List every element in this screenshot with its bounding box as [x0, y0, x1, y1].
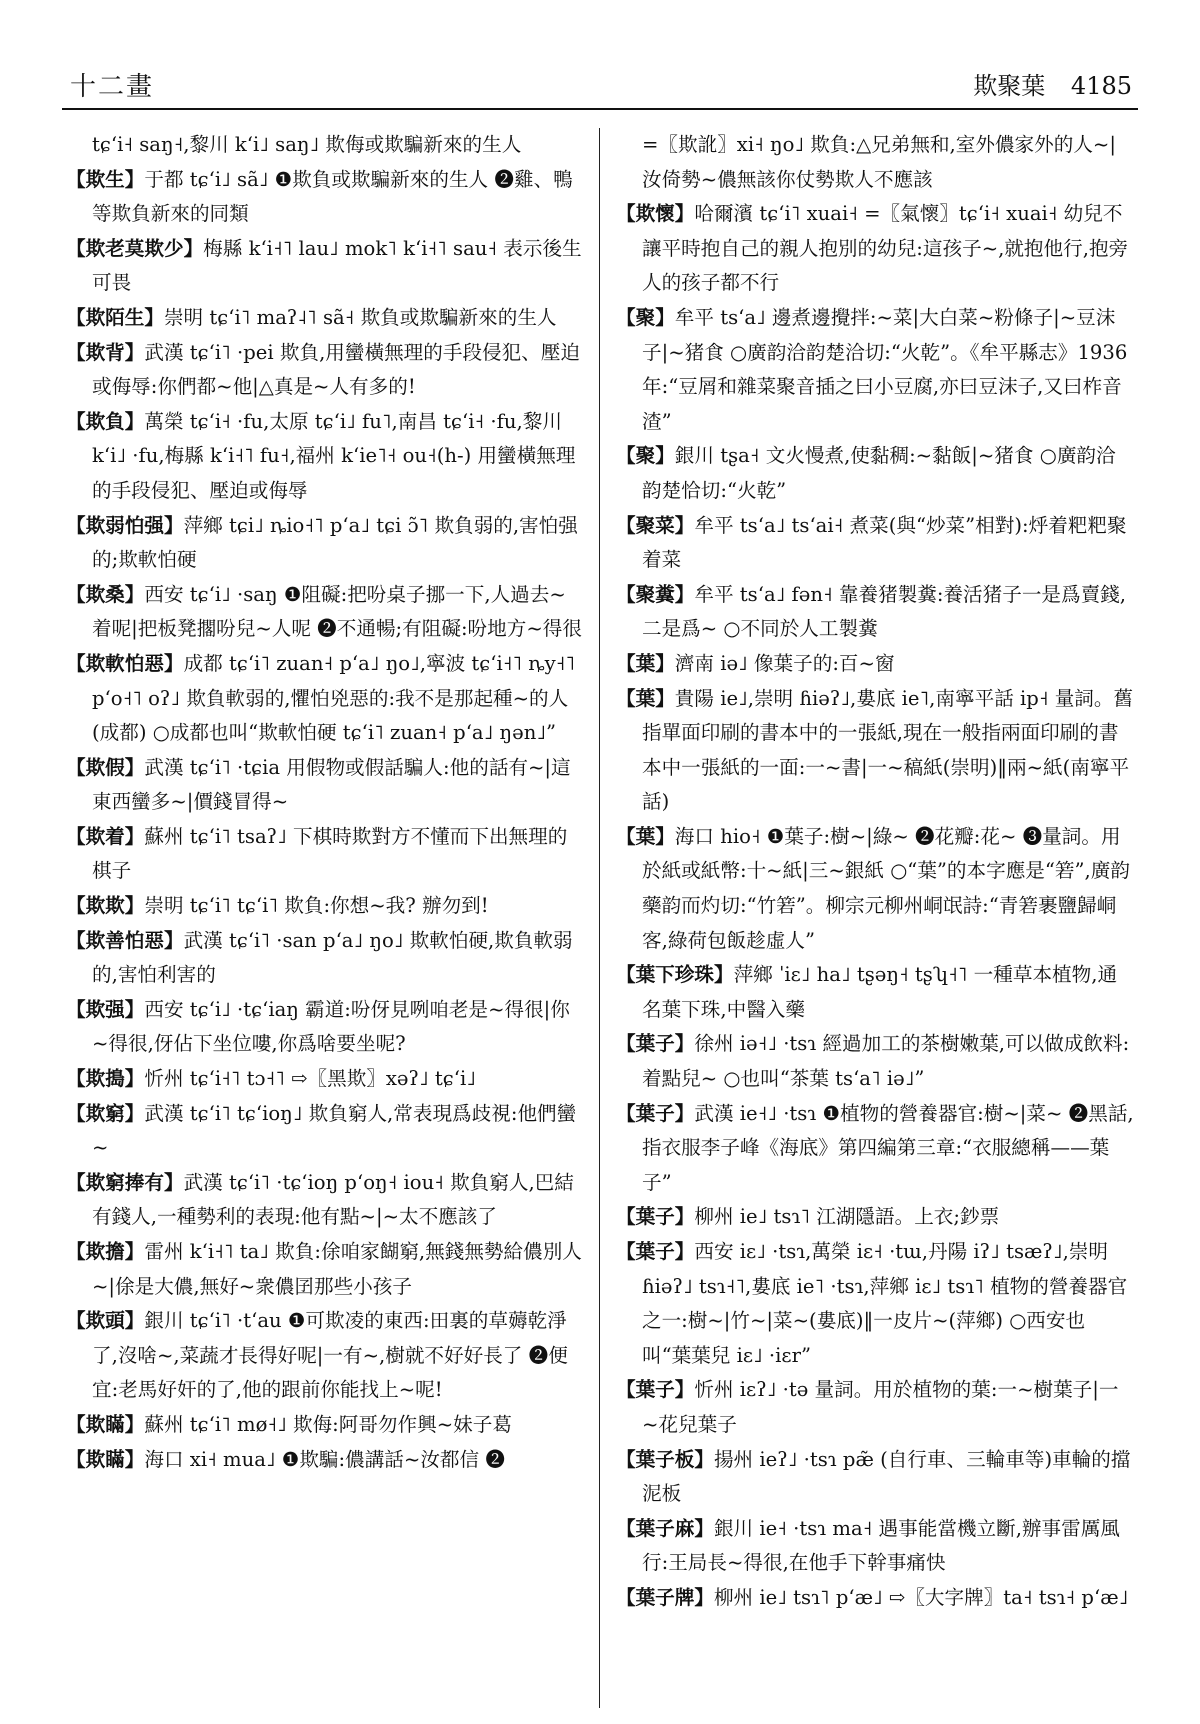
entry-headword: 【欺瞞】	[66, 1447, 145, 1471]
entry-headword: 【欺桑】	[66, 582, 145, 606]
entry-headword: 【聚菜】	[616, 513, 695, 537]
entry-text: 牟平 tsʻa˩ tsʻai˧ 煮菜(與“炒菜”相對):烀着粑粑聚着菜	[642, 513, 1127, 572]
entry-text: 崇明 tɕʻi˥ tɕʻi˥ 欺負:你想~我? 辦勿到!	[144, 894, 489, 918]
entry-headword: 【欺陌生】	[66, 305, 164, 329]
entry-text: 武漢 tɕʻi˥ ·san pʻa˩ ŋo˩ 欺軟怕硬,欺負軟弱的,害怕利害的	[92, 928, 573, 987]
entry-text: 武漢 tɕʻi˥ ·tɕʻioŋ pʻoŋ˧ iou˧ 欺負窮人,巴結有錢人,一種勢利的表現:他有點~|~太不應該了	[92, 1170, 574, 1229]
entry-headword: 【欺强】	[66, 997, 145, 1021]
dictionary-entry	[66, 1304, 584, 1408]
entry-text: 梅縣 kʻi˧˥ lau˩ mok˥ kʻi˧˥ sau˧ 表示後生可畏	[92, 236, 582, 295]
entry-text: 揚州 ieʔ˩ ·tsɿ pæ̃ (自行車、三輪車等)車輪的擋泥板	[642, 1447, 1131, 1506]
entry-text: 成都 tɕʻi˥ zuan˧ pʻa˩ ŋo˩,寧波 tɕʻi˧˥ ȵy˧˥ pʻo˧˥ oʔ˩ 欺負軟弱的,懼怕兇惡的:我不是那起種~的人(成都) ○成都也叫“欺軟怕硬 tɕʻi˥ zuan˧ pʻa˩ ŋən˩”	[92, 651, 575, 745]
entry-headword: 【葉子麻】	[616, 1516, 714, 1540]
entry-headword: 【欺搗】	[66, 1067, 145, 1091]
entry-headword: 【葉子】	[616, 1378, 695, 1402]
entry-headword: 【葉下珍珠】	[616, 963, 734, 987]
entry-text: 忻州 iɛʔ˩ ·tə 量詞。用於植物的葉:一~樹葉子|一~花兒葉子	[642, 1378, 1119, 1436]
entry-text: 柳州 ie˩ tsɿ˥ 江湖隱語。上衣;鈔票	[694, 1205, 1000, 1229]
entry-text: 貴陽 ie˩,崇明 ɦiəʔ˩,婁底 ie˥,南寧平話 ip˧ 量詞。舊指單面印刷的書本中的一張紙,現在一般指兩面印刷的書本中一張紙的一面:一~書|一~稿紙(崇明)‖兩~紙(南寧平話)	[642, 686, 1134, 814]
right-column	[616, 128, 1134, 1616]
dictionary-entry	[66, 301, 584, 336]
entry-headword: 【聚】	[616, 444, 675, 468]
entry-headword: 【欺着】	[66, 824, 145, 848]
entry-headword: 【葉子板】	[616, 1447, 714, 1471]
entry-text: 武漢 tɕʻi˥ tɕʻioŋ˩ 欺負窮人,常表現爲歧視:他們蠻~	[92, 1101, 577, 1160]
entry-headword: 【葉子】	[616, 1032, 695, 1056]
entry-text: 柳州 ie˩ tsɿ˥ pʻæ˩ ⇨〖大字牌〗ta˧ tsɿ˧ pʻæ˩	[713, 1585, 1129, 1609]
entry-text: 萬榮 tɕʻi˧ ·fu,太原 tɕʻi˩ fu˥,南昌 tɕʻi˧ ·fu,黎川 kʻi˩ ·fu,梅縣 kʻi˧˥ fu˧,福州 kʻie˥˧ ou˧(h-) 用蠻橫無理的手段侵犯、壓迫或侮辱	[92, 409, 576, 502]
entry-headword: 【葉】	[616, 686, 675, 710]
entry-text: 銀川 tʂa˧ 文火慢煮,使黏稠:~黏飯|~猪食 ○廣韵洽韵楚恰切:“火乾”	[642, 444, 1116, 502]
entry-text: 哈爾濱 tɕʻi˥ xuai˧ =〖氣懷〗tɕʻi˧ xuai˧ 幼兒不讓平時抱自己的親人抱別的幼兒:這孩子~,就抱他行,抱旁人的孩子都不行	[642, 202, 1129, 295]
dictionary-entry	[66, 1097, 584, 1166]
entry-text: 萍鄉 tɕi˩ ȵio˧˥ pʻa˩ tɕi ɔ̃˥ 欺負弱的,害怕强的;欺軟怕硬	[92, 513, 578, 572]
entry-headword: 【葉】	[616, 824, 675, 848]
dictionary-entry	[616, 958, 1134, 1027]
dictionary-entry	[66, 336, 584, 405]
entry-text: 于都 tɕʻi˩ sã˩ ❶欺負或欺騙新來的生人 ❷雞、鴨等欺負新來的同類	[92, 167, 573, 226]
dictionary-entry	[616, 1200, 1134, 1235]
entry-headword: 【欺背】	[66, 340, 145, 364]
entry-headword: 【欺生】	[66, 167, 145, 191]
dictionary-entry	[66, 232, 584, 301]
dictionary-entry	[66, 509, 584, 578]
dictionary-entry	[616, 1097, 1134, 1201]
entry-headword: 【欺頭】	[66, 1309, 145, 1333]
dictionary-entry	[66, 578, 584, 647]
dictionary-entry	[616, 682, 1134, 820]
entry-headword: 【欺窮】	[66, 1101, 145, 1125]
dictionary-entry	[616, 820, 1134, 958]
dictionary-entry	[66, 820, 584, 889]
dictionary-entry	[616, 509, 1134, 578]
running-head-characters: 欺聚葉	[973, 72, 1046, 100]
entry-text: 蘇州 tɕʻi˥ tsaʔ˩ 下棋時欺對方不懂而下出無理的棋子	[92, 824, 568, 883]
entry-text: 武漢 ie˧˩ ·tsɿ ❶植物的營養器官:樹~|菜~ ❷黑話,指衣服李子峰《海底》第四編第三章:“衣服總稱——葉子”	[642, 1101, 1134, 1194]
dictionary-entry	[616, 1373, 1134, 1442]
entry-text: 西安 tɕʻi˩ ·saŋ ❶阻礙:把吩桌子挪一下,人過去~着呢|把板凳擱吩兒~人呢 ❷不通暢;有阻礙:吩地方~得很	[92, 582, 582, 641]
entry-headword: 【聚】	[616, 305, 675, 329]
dictionary-entry	[66, 889, 584, 924]
dictionary-entry	[616, 647, 1134, 682]
entry-text: 牟平 tsʻa˩ fən˧ 靠養猪製糞:養活猪子一是爲賣錢,二是爲~ ○不同於人工製糞	[642, 582, 1127, 641]
dictionary-entry	[616, 128, 1134, 197]
dictionary-entry	[616, 1027, 1134, 1096]
dictionary-entry	[66, 647, 584, 751]
entry-text: 海口 hio˧ ❶葉子:樹~|綠~ ❷花瓣:花~ ❸量詞。用於紙或紙幣:十~紙|三~銀紙 ○“葉”的本字應是“箬”,廣韵藥韵而灼切:“竹箬”。柳宗元柳州峒氓詩:“青箬裹鹽歸峒客,綠荷包飯趁虛人”	[642, 824, 1130, 952]
dictionary-entry	[616, 439, 1134, 508]
dictionary-entry	[616, 301, 1134, 439]
dictionary-entry	[66, 405, 584, 509]
dictionary-entry	[66, 751, 584, 820]
dictionary-entry	[66, 924, 584, 993]
page-number: 4185	[1070, 72, 1132, 100]
entry-headword: 【欺欺】	[66, 894, 145, 918]
entry-text: =〖欺訛〗xi˧ ŋo˩ 欺負:△兄弟無和,室外儂家外的人~|汝倚勢~儂無該你仗勢欺人不應該	[642, 133, 1116, 191]
dictionary-entry	[66, 1443, 584, 1478]
dictionary-entry	[616, 1235, 1134, 1373]
entry-text: 武漢 tɕʻi˥ ·tɕia 用假物或假話騙人:他的話有~|這東西蠻多~|價錢冒得~	[92, 755, 571, 814]
entry-headword: 【欺軟怕惡】	[66, 651, 184, 675]
entry-headword: 【欺懷】	[616, 202, 695, 226]
entry-headword: 【葉】	[616, 651, 675, 675]
entry-text: 蘇州 tɕʻi˥ mø˧˩ 欺侮:阿哥勿作興~妹子葛	[144, 1412, 512, 1436]
section-title: 十二畫	[70, 72, 155, 102]
entry-headword: 【欺瞞】	[66, 1412, 145, 1436]
entry-text: 牟平 tsʻa˩ 邊煮邊攪拌:~菜|大白菜~粉條子|~豆沫子|~猪食 ○廣韵洽韵楚洽切:“火乾”。《牟平縣志》1936年:“豆屑和雜菜聚音插之曰小豆腐,亦曰豆沫子,又曰柞音渣”	[642, 305, 1128, 433]
column-divider	[599, 128, 600, 1708]
entry-text: tɕʻi˧ saŋ˧,黎川 kʻi˩ saŋ˩ 欺侮或欺騙新來的生人	[92, 133, 522, 156]
entry-headword: 【葉子牌】	[616, 1585, 714, 1609]
entry-headword: 【欺擔】	[66, 1240, 145, 1263]
entry-text: 海口 xi˧ mua˩ ❶欺騙:儂講話~汝都信 ❷	[144, 1447, 505, 1471]
entry-text: 忻州 tɕʻi˧˥ tɔ˧˥ ⇨〖黑欺〗xəʔ˩ tɕʻi˩	[144, 1067, 476, 1091]
entry-text: 徐州 iə˧˩ ·tsɿ 經過加工的茶樹嫩葉,可以做成飲料:着點兒~ ○也叫“茶葉 tsʻa˥ iə˩”	[642, 1032, 1130, 1091]
entry-headword: 【欺善怕惡】	[66, 928, 184, 952]
dictionary-entry	[66, 1062, 584, 1097]
entry-text: 西安 iɛ˩ ·tsɿ,萬榮 iɛ˧ ·tɯ,丹陽 iʔ˩ tsæʔ˩,崇明 ɦiəʔ˩ tsɿ˧˥,婁底 ie˥ ·tsɿ,萍鄉 iɛ˩ tsɿ˥ 植物的營養器官之一:樹~|竹~|菜~(婁底)‖一皮片~(萍鄉) ○西安也叫“葉葉兒 iɛ˩ ·iɛr”	[642, 1240, 1128, 1367]
dictionary-entry	[66, 993, 584, 1062]
entry-headword: 【欺假】	[66, 755, 145, 779]
entry-headword: 【欺弱怕强】	[66, 513, 184, 537]
entry-text: 濟南 iə˩ 像葉子的:百~窗	[674, 651, 895, 675]
dictionary-entry	[616, 1581, 1134, 1616]
running-head	[955, 66, 1132, 101]
entry-text: 銀川 tɕʻi˥ ·tʻau ❶可欺凌的東西:田裏的草薅乾淨了,沒啥~,菜蔬才長得好呢|一有~,樹就不好好長了 ❷便宜:老馬好奸的了,他的跟前你能找上~呢!	[92, 1309, 568, 1402]
dictionary-entry	[66, 128, 584, 163]
entry-headword: 【欺老莫欺少】	[66, 236, 204, 260]
dictionary-entry	[66, 1235, 584, 1304]
dictionary-entry	[66, 1166, 584, 1235]
dictionary-entry	[616, 1512, 1134, 1581]
entry-text: 萍鄉 ˈiɛ˩ ha˩ tʂəŋ˧ tʂʮ˧˥ 一種草本植物,通名葉下珠,中醫入藥	[642, 963, 1118, 1021]
entry-text: 崇明 tɕʻi˥ maʔ˨˥ sã˧ 欺負或欺騙新來的生人	[163, 305, 557, 329]
entry-text: 銀川 ie˧ ·tsɿ ma˧ 遇事能當機立斷,辦事雷厲風行:王局長~得很,在他手下幹事痛快	[642, 1516, 1120, 1575]
entry-text: 武漢 tɕʻi˥ ·pei 欺負,用蠻橫無理的手段侵犯、壓迫或侮辱:你們都~他|△真是~人有多的!	[92, 340, 581, 399]
dictionary-entry	[66, 1408, 584, 1443]
dictionary-entry	[616, 1443, 1134, 1512]
dictionary-entry	[616, 578, 1134, 647]
dictionary-entry	[66, 163, 584, 232]
entry-headword: 【葉子】	[616, 1205, 695, 1229]
entry-headword: 【欺負】	[66, 409, 145, 433]
dictionary-entry	[616, 197, 1134, 301]
entry-text: 雷州 kʻi˧˥ ta˩ 欺負:俆咱家餬窮,無錢無勢給儂別人~|俆是大儂,無好~衆儂囝那些小孩子	[92, 1240, 582, 1298]
left-column	[66, 128, 584, 1477]
entry-headword: 【葉子】	[616, 1240, 695, 1263]
entry-headword: 【欺窮捧有】	[66, 1170, 184, 1194]
page-header	[62, 64, 1138, 110]
entry-headword: 【聚糞】	[616, 582, 695, 606]
entry-headword: 【葉子】	[616, 1101, 695, 1125]
entry-text: 西安 tɕʻi˩ ·tɕʻiaŋ 霸道:吩伢見咧咱老是~得很|你~得很,伢佔下坐位嘍,你爲啥要坐呢?	[92, 997, 570, 1056]
